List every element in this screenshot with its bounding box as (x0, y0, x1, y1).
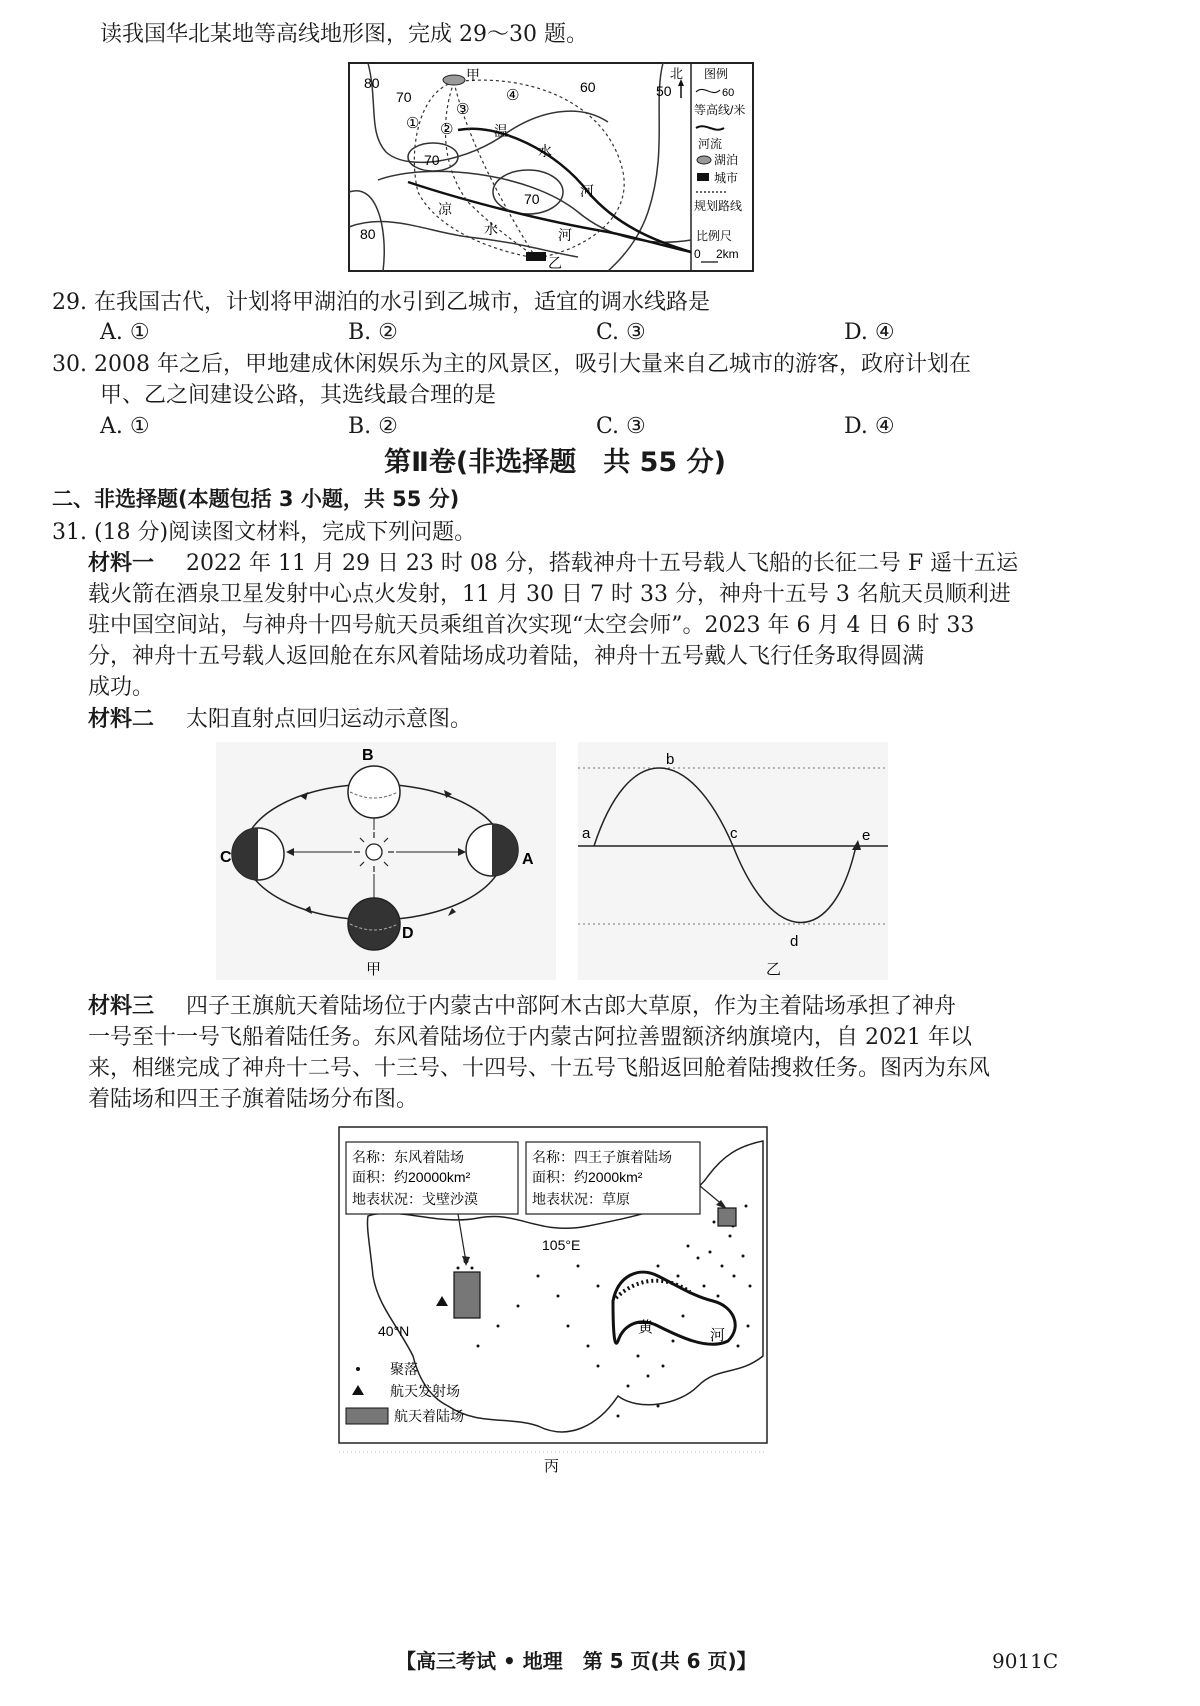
siziwangqi-landing-field (718, 1208, 736, 1226)
material1-line: 成功。 (88, 675, 155, 700)
legend-title: 图例 (704, 67, 729, 81)
material1-line: 分，神舟十五号载人返回舱在东风着陆场成功着陆，神舟十五号戴人飞行任务取得圆满 (88, 644, 925, 669)
lake-legend-icon (697, 156, 711, 164)
figure-jia-svg (216, 742, 556, 980)
river-char: 河 (710, 1327, 726, 1344)
q30-option-b: B. ② (348, 414, 398, 439)
point-b: b (666, 751, 675, 768)
river-char: 水 (538, 143, 552, 159)
q29-option-b: B. ② (348, 320, 398, 345)
point-a: A (522, 851, 534, 868)
footer-page-info: 【高三考试 • 地理 第 5 页(共 6 页)】 (396, 1649, 757, 1673)
siziwangqi-name: 名称：四王子旗着陆场 (532, 1149, 672, 1165)
contour-label: 80 (360, 226, 376, 242)
q30-option-d: D. ④ (844, 414, 895, 439)
legend-contour: 等高线/米 (694, 103, 746, 117)
city-legend-icon (697, 173, 709, 181)
river-char: 河 (558, 227, 572, 243)
q31-header: 31. (18 分)阅读图文材料，完成下列问题。 (52, 520, 477, 545)
point-c: C (220, 849, 232, 866)
siziwangqi-area: 面积：约2000km² (532, 1169, 643, 1185)
material2-text: 太阳直射点回归运动示意图。 (186, 707, 473, 732)
river-char: 凉 (438, 201, 452, 217)
q29-option-a: A. ① (100, 320, 150, 345)
point-e: e (862, 827, 871, 844)
material1-line: 载火箭在酒泉卫星发射中心点火发射，11 月 30 日 7 时 33 分，神舟十五号 3 名航天员顺利进 (88, 582, 1011, 607)
dongfeng-surface: 地表状况：戈壁沙漠 (352, 1191, 478, 1207)
river-char: 水 (484, 221, 498, 237)
q30-option-a: A. ① (100, 414, 150, 439)
settlement-legend-icon (356, 1367, 360, 1371)
legend-lake: 湖泊 (714, 153, 739, 167)
legend-contour-sample: 60 (722, 87, 735, 99)
river-char: 河 (580, 183, 594, 199)
figure-bing (338, 1126, 768, 1476)
figure-yi (578, 742, 888, 980)
figure-jia (216, 742, 556, 980)
contour-label: 60 (580, 79, 596, 95)
landing-legend-icon (346, 1408, 388, 1424)
part2-title: 第Ⅱ卷(非选择题 共 55 分) (384, 447, 726, 478)
q29-option-c: C. ③ (596, 320, 646, 345)
point-d: D (402, 925, 414, 942)
figure-bing-svg (338, 1126, 768, 1476)
legend-scale-zero: 0 (694, 247, 701, 261)
material1-line: 驻中国空间站，与神舟十四号航天员乘组首次实现“太空会师”。2023 年 6 月 4 日 6 时 33 (88, 613, 975, 638)
contour-map (348, 62, 754, 272)
material2-label: 材料二 (88, 707, 155, 732)
material3-line: 来，相继完成了神舟十二号、十三号、十四号、十五号飞船返回舱着陆搜救任务。图丙为东风 (88, 1056, 991, 1081)
dongfeng-landing-field (454, 1272, 480, 1318)
river-char: 温 (494, 123, 508, 139)
river-char: 黄 (638, 1319, 654, 1336)
contour-label: 50 (656, 83, 672, 99)
figure-bing-caption: 丙 (544, 1458, 560, 1475)
contour-map-svg (348, 62, 754, 272)
contour-label: 70 (396, 89, 412, 105)
sun-icon (366, 844, 382, 860)
material3-line: 四子王旗航天着陆场位于内蒙古中部阿木古郎大草原，作为主着陆场承担了神舟 (186, 994, 957, 1019)
earth-d (348, 898, 400, 950)
legend-launch: 航天发射场 (390, 1383, 460, 1399)
legend-city: 城市 (714, 171, 739, 185)
legend-scale-title: 比例尺 (696, 229, 733, 243)
route-marker: ② (440, 121, 454, 138)
material1-label: 材料一 (88, 551, 155, 576)
legend-river: 河流 (698, 137, 723, 151)
material1-line: 2022 年 11 月 29 日 23 时 08 分，搭载神舟十五号载人飞船的长征二号 F 遥十五运 (186, 551, 1019, 576)
point-c: c (730, 825, 738, 842)
contour-label: 80 (364, 75, 380, 91)
dongfeng-name: 名称：东风着陆场 (352, 1149, 464, 1165)
figure-yi-svg (578, 742, 888, 980)
footer-code: 9011C (992, 1649, 1059, 1673)
route-marker: ④ (506, 87, 520, 104)
figure-jia-caption: 甲 (366, 961, 382, 978)
route-marker: ③ (456, 101, 470, 118)
longitude-label: 105°E (542, 1237, 581, 1253)
label-jia: 甲 (466, 67, 480, 83)
material3-line: 着陆场和四王子旗着陆场分布图。 (88, 1087, 419, 1112)
point-a: a (582, 825, 591, 842)
route-marker: ① (406, 115, 420, 132)
curve-arrow-icon (852, 840, 861, 850)
legend-landing: 航天着陆场 (394, 1408, 464, 1424)
intro-text: 读我国华北某地等高线地形图，完成 29～30 题。 (100, 22, 588, 47)
city-yi (526, 252, 546, 261)
dongfeng-area: 面积：约20000km² (352, 1169, 471, 1185)
material3-label: 材料三 (88, 994, 155, 1019)
contour-label: 70 (424, 152, 440, 168)
q29-stem: 29. 在我国古代，计划将甲湖泊的水引到乙城市，适宜的调水线路是 (52, 290, 710, 315)
q30-stem-line1: 30. 2008 年之后，甲地建成休闲娱乐为主的风景区，吸引大量来自乙城市的游客，政府计划在 (52, 352, 971, 377)
q30-stem-line2: 甲、乙之间建设公路，其选线最合理的是 (100, 383, 497, 408)
legend-scale-value: 2km (716, 247, 739, 261)
earth-b (348, 766, 400, 818)
point-b: B (362, 747, 374, 764)
latitude-label: 40°N (378, 1323, 410, 1339)
north-label: 北 (670, 66, 684, 81)
label-yi: 乙 (548, 255, 562, 271)
q30-option-c: C. ③ (596, 414, 646, 439)
siziwangqi-surface: 地表状况：草原 (532, 1191, 630, 1207)
point-d: d (790, 933, 799, 950)
contour-label: 70 (524, 191, 540, 207)
section2-heading: 二、非选择题(本题包括 3 小题，共 55 分) (52, 487, 460, 511)
figure-yi-caption: 乙 (766, 961, 782, 978)
legend-route: 规划路线 (694, 199, 743, 213)
q29-option-d: D. ④ (844, 320, 895, 345)
material3-line: 一号至十一号飞船着陆任务。东风着陆场位于内蒙古阿拉善盟额济纳旗境内，自 2021 年以 (88, 1025, 972, 1050)
legend-settlement: 聚落 (390, 1361, 418, 1377)
